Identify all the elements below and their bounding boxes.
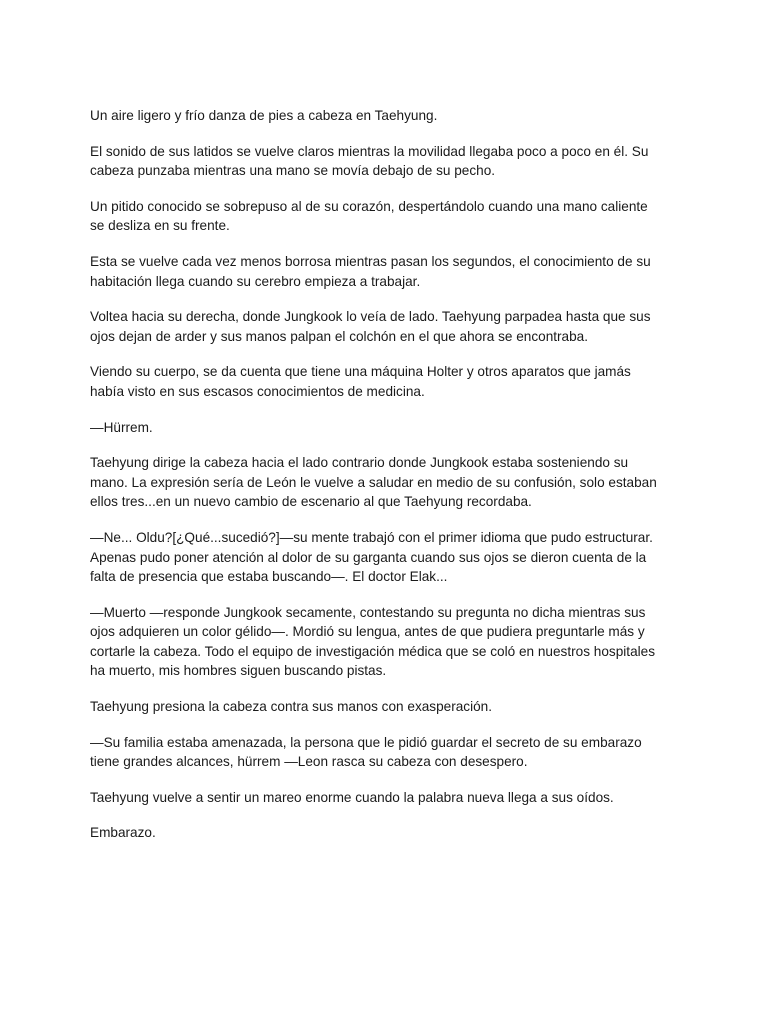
paragraph: —Su familia estaba amenazada, la persona que le pidió guardar el secreto de su embarazo tiene grandes alcances, hürrem —Leon rasca su cabeza con desespero. [90,734,642,770]
paragraph: Taehyung vuelve a sentir un mareo enorme cuando la palabra nueva llega a sus oídos. [90,789,614,805]
paragraph: —Ne... Oldu?[¿Qué...sucedió?]—su mente trabajó con el primer idioma que pudo estructurar. Apenas pudo poner atención al dolor de su garganta cuando sus ojos se dieron cuenta de la falta de presencia que estaba buscando—. El doctor Elak... [90,529,653,585]
paragraph: Taehyung presiona la cabeza contra sus manos con exasperación. [90,699,493,715]
paragraph: Voltea hacia su derecha, donde Jungkook lo veía de lado. Taehyung parpadea hasta que sus ojos dejan de arder y sus manos palpan el colchón en el que ahora se encontraba. [90,309,651,344]
paragraph: Viendo su cuerpo, se da cuenta que tiene una máquina Holter y otros aparatos que jamás había visto en sus escasos conocimientos de medicina. [90,364,631,399]
paragraph: Esta se vuelve cada vez menos borrosa mientras pasan los segundos, el conocimiento de su habitación llega cuando su cerebro empieza a trabajar. [90,253,651,289]
paragraph: El sonido de sus latidos se vuelve claros mientras la movilidad llegaba poco a poco en él. Su cabeza punzaba mientras una mano se movía debajo de su pecho. [90,143,649,179]
document-page [90,106,662,859]
paragraph: Un aire ligero y frío danza de pies a cabeza en Taehyung. [90,108,438,123]
paragraph: Embarazo. [90,825,156,841]
paragraph: Un pitido conocido se sobrepuso al de su corazón, despertándolo cuando una mano caliente se desliza en su frente. [90,198,648,234]
paragraph: Taehyung dirige la cabeza hacia el lado contrario donde Jungkook estaba sosteniendo su mano. La expresión sería de León le vuelve a saludar en medio de su confusión, solo estaban ellos tres...en un nuevo cambio de escenario al que Taehyung recordaba. [90,455,657,510]
paragraph: —Hürrem. [90,419,153,435]
paragraph: —Muerto —responde Jungkook secamente, contestando su pregunta no dicha mientras sus ojos adquieren un color gélido—. Mordió su lengua, antes de que pudiera preguntarle más y cortarle la cabeza. Todo el equipo de investigación médica que se coló en nuestros hospitales ha muerto, mis hombres siguen buscando pistas. [90,604,656,679]
